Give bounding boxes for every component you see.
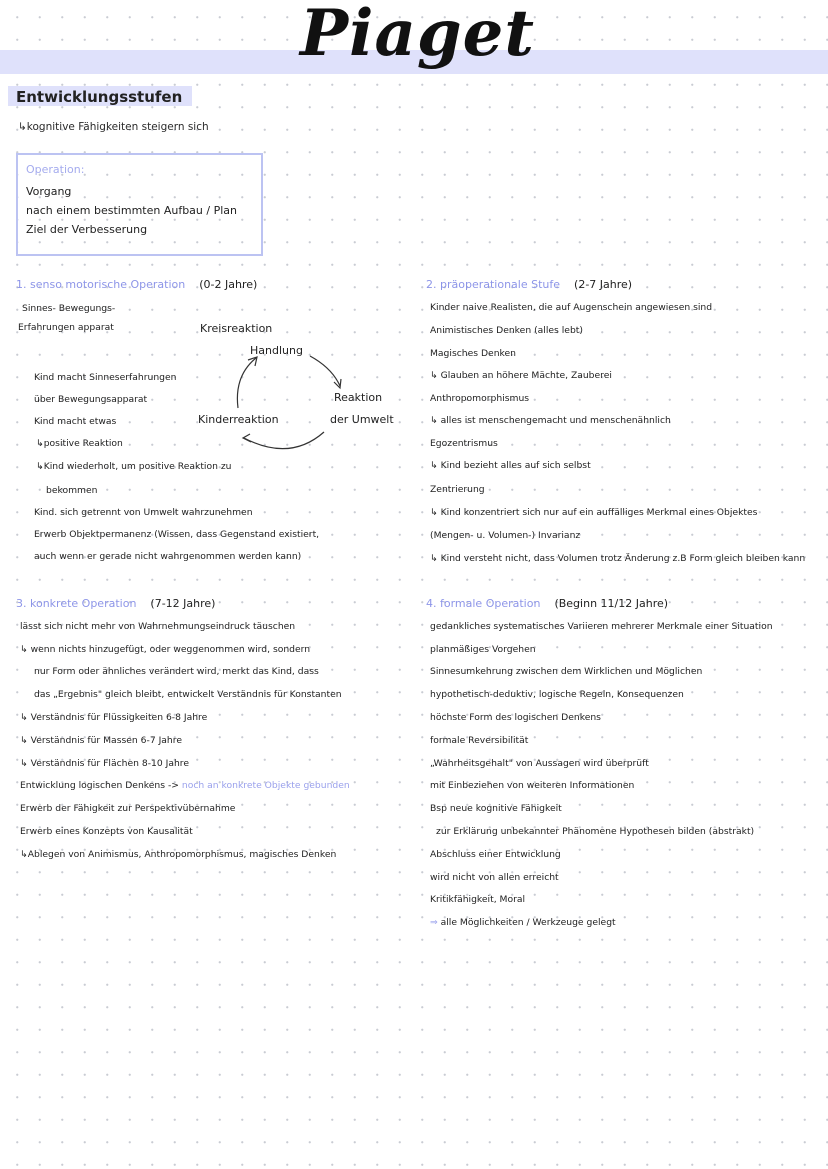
stage-1-title: 1. senso motorische Operation xyxy=(16,278,186,291)
stage-1-line: Kind. sich getrennt von Umwelt wahrzunehmen xyxy=(34,507,253,518)
definition-line: Vorgang xyxy=(26,185,72,198)
stage-2-line: ↳ Kind versteht nicht, dass Volumen trotz Änderung z.B Form gleich bleiben kann xyxy=(430,553,806,564)
stage-2-line: ↳ Glauben an höhere Mächte, Zauberei xyxy=(430,370,612,381)
stage-4-range: (Beginn 11/12 Jahre) xyxy=(554,597,669,610)
stage-3-line: Erwerb eines Konzepts von Kausalität xyxy=(20,826,193,837)
section-heading: Entwicklungsstufen xyxy=(8,86,192,106)
definition-line: Ziel der Verbesserung xyxy=(26,223,148,236)
stage-2-line: Anthropomorphismus xyxy=(430,393,530,404)
diagram-node-top: Handlung xyxy=(250,344,303,357)
stage-2-line: Animistisches Denken (alles lebt) xyxy=(430,325,583,336)
cycle-arrows xyxy=(200,340,360,460)
stage-1-line: Sinnes- Bewegungs- xyxy=(22,303,116,314)
stage-3-title: 3. konkrete Operation xyxy=(16,597,137,610)
stage-1-line: Kind macht Sinneserfahrungen xyxy=(34,372,177,383)
arrow-kind-to-handlung xyxy=(237,358,256,408)
stage-4-line: wird nicht von allen erreicht xyxy=(430,872,559,883)
stage-3-line: nur Form oder ähnliches verändert wird, merkt das Kind, dass xyxy=(34,666,319,677)
stage-4-line: formale Reversibilität xyxy=(430,735,529,746)
stage-2-line: ↳ Kind konzentriert sich nur auf ein auffälliges Merkmal eines Objektes xyxy=(430,507,758,518)
stage-1-line: über Bewegungsapparat xyxy=(34,394,148,405)
stage-1-line: Erfahrungen apparat xyxy=(18,322,114,333)
diagram-node-right: Reaktion xyxy=(334,391,383,404)
stage-4-line: höchste Form des logischen Denkens xyxy=(430,712,601,723)
arrow-handlung-to-reaktion xyxy=(310,356,340,386)
stage-2-line: ↳ alles ist menschengemacht und menschenähnlich xyxy=(430,415,671,426)
stage-4-line: alle Möglichkeiten / Werkzeuge gelegt xyxy=(440,917,616,928)
stage-4-line: Sinnesumkehrung zwischen dem Wirklichen und Möglichen xyxy=(430,666,703,677)
stage-1-line: bekommen xyxy=(46,485,98,496)
stage-1-range: (0-2 Jahre) xyxy=(199,278,258,291)
stage-3-line: ↳ Verständnis für Massen 6-7 Jahre xyxy=(20,735,182,746)
diagram-node-left: Kinderreaktion xyxy=(198,413,279,426)
stage-3-accent-note: noch an konkrete Objekte gebunden xyxy=(181,780,350,791)
definition-box xyxy=(16,153,263,256)
stage-2-title: 2. präoperationale Stufe xyxy=(426,278,561,291)
stage-3-line: ↳ Verständnis für Flächen 8-10 Jahre xyxy=(20,758,190,769)
stage-1-line: ↳Kind wiederholt, um positive Reaktion zu xyxy=(36,461,232,472)
stage-1-heading xyxy=(16,278,257,291)
stage-2-line: Egozentrismus xyxy=(430,438,498,449)
definition-line: nach einem bestimmten Aufbau / Plan xyxy=(26,204,237,217)
stage-4-line: Kritikfähigkeit, Moral xyxy=(430,894,526,905)
stage-2-line: (Mengen- u. Volumen-) Invarianz xyxy=(430,530,581,541)
stage-1-line: auch wenn er gerade nicht wahrgenommen werden kann) xyxy=(34,551,302,562)
stage-4-line: „Wahrheitsgehalt" von Aussagen wird überprüft xyxy=(430,758,649,769)
stage-4-title: 4. formale Operation xyxy=(426,597,541,610)
stage-3-line: lässt sich nicht mehr von Wahrnehmungseindruck täuschen xyxy=(20,621,296,632)
stage-2-line: ↳ Kind bezieht alles auf sich selbst xyxy=(430,460,591,471)
diagram-node-right-2: der Umwelt xyxy=(330,413,394,426)
stage-2-line: Zentrierung xyxy=(430,484,485,495)
stage-4-line: hypothetisch-deduktiv, logische Regeln, Konsequenzen xyxy=(430,689,684,700)
stage-3-line-with-accent xyxy=(20,780,350,791)
subheading: ↳kognitive Fähigkeiten steigern sich xyxy=(18,121,209,133)
stage-3-range: (7-12 Jahre) xyxy=(150,597,216,610)
page-title: Piaget xyxy=(300,0,535,71)
stage-4-line: Bsp neue kognitive Fähigkeit xyxy=(430,803,562,814)
stage-4-line: planmäßiges Vorgehen xyxy=(430,644,536,655)
stage-3-line: ↳ Verständnis für Flüssigkeiten 6-8 Jahre xyxy=(20,712,208,723)
stage-4-heading xyxy=(426,597,668,610)
stage-1-line: Erwerb Objektpermanenz (Wissen, dass Gegenstand existiert, xyxy=(34,529,320,540)
stage-1-line: Kind macht etwas xyxy=(34,416,117,427)
stage-3-line: das „Ergebnis" gleich bleibt, entwickelt Verständnis für Konstanten xyxy=(34,689,342,700)
stage-2-range: (2-7 Jahre) xyxy=(574,278,633,291)
arrowhead-2 xyxy=(243,434,251,442)
stage-4-line: Abschluss einer Entwicklung xyxy=(430,849,561,860)
stage-4-line: zur Erklärung unbekannter Phänomene Hypothesen bilden (abstrakt) xyxy=(436,826,755,837)
arrow-reaktion-to-kind xyxy=(244,432,324,449)
stage-3-line: ↳ wenn nichts hinzugefügt, oder weggenommen wird, sondern xyxy=(20,644,311,655)
diagram-title: Kreisreaktion xyxy=(200,322,273,335)
stage-3-line: Entwicklung logischen Denkens -> xyxy=(20,780,179,791)
stage-3-line: ↳Ablegen von Animismus, Anthropomorphismus, magisches Denken xyxy=(20,849,337,860)
stage-2-line: Kinder naive Realisten, die auf Augenschein angewiesen sind xyxy=(430,302,713,313)
definition-title: Operation: xyxy=(26,163,85,176)
stage-1-line: ↳positive Reaktion xyxy=(36,438,123,449)
stage-3-line: Erwerb der Fähigkeit zur Perspektivübernahme xyxy=(20,803,236,814)
stage-4-line-with-arrow xyxy=(430,917,616,928)
stage-3-heading xyxy=(16,597,215,610)
double-arrow-icon: ⇒ xyxy=(430,917,441,928)
stage-4-line: gedankliches systematisches Variieren mehrerer Merkmale einer Situation xyxy=(430,621,773,632)
stage-2-heading xyxy=(426,278,632,291)
stage-4-line: mit Einbeziehen von weiteren Informationen xyxy=(430,780,635,791)
stage-2-line: Magisches Denken xyxy=(430,348,516,359)
